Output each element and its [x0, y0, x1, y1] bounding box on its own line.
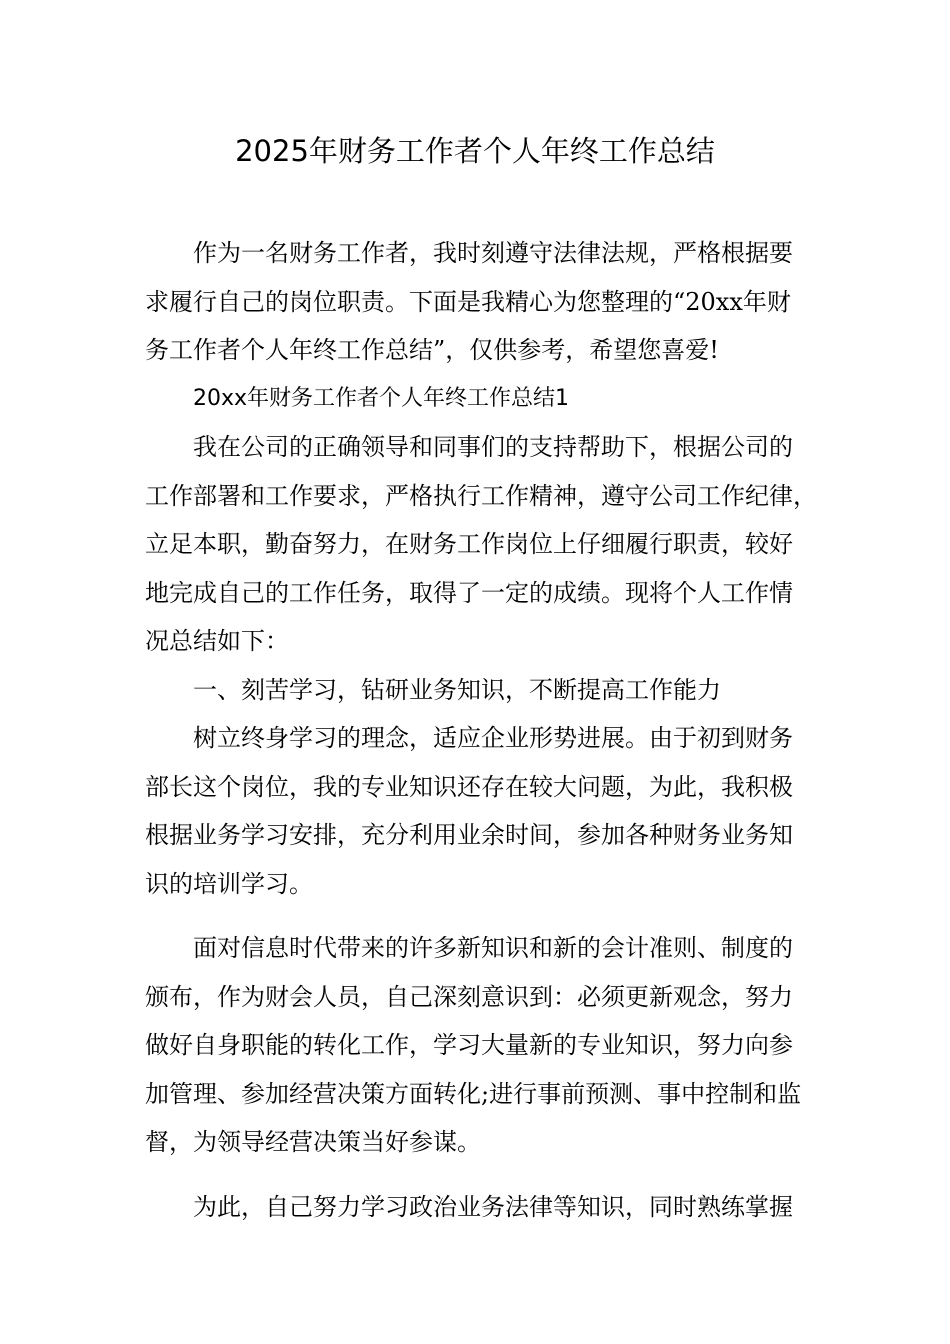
body-line: 根据业务学习安排，充分利用业余时间，参加各种财务业务知: [145, 821, 793, 849]
body-line: 颁布，作为财会人员，自己深刻意识到：必须更新观念，努力: [145, 982, 793, 1011]
body-line: 为此，自己努力学习政治业务法律等知识，同时熟练掌握: [193, 1192, 793, 1221]
body-line: 树立终身学习的理念，适应企业形势进展。由于初到财务: [193, 724, 793, 752]
body-line: 况总结如下：: [145, 627, 289, 655]
body-line: 工作部署和工作要求，严格执行工作精神，遵守公司工作纪律，: [145, 481, 817, 510]
body-line: 面对信息时代带来的许多新知识和新的会计准则、制度的: [193, 934, 793, 962]
subsection-heading: 一、刻苦学习，钻研业务知识，不断提高工作能力: [193, 675, 721, 704]
body-line: 督，为领导经营决策当好参谋。: [145, 1128, 481, 1156]
paragraph-gap: [145, 1167, 813, 1183]
body-line: 加管理、参加经营决策方面转化;进行事前预测、事中控制和监: [145, 1079, 802, 1108]
paragraph-gap: [145, 908, 813, 924]
body-line: 作为一名财务工作者，我时刻遵守法律法规，严格根据要: [193, 239, 793, 267]
document-title: 2025年财务工作者个人年终工作总结: [235, 134, 715, 168]
body-line: 我在公司的正确领导和同事们的支持帮助下，根据公司的: [193, 433, 793, 461]
body-line: 做好自身职能的转化工作，学习大量新的专业知识，努力向参: [145, 1031, 793, 1059]
body-line: 部长这个岗位，我的专业知识还存在较大问题，为此，我积极: [145, 772, 793, 801]
body-line: 识的培训学习。: [145, 869, 313, 898]
body-line: 求履行自己的岗位职责。下面是我精心为您整理的“20xx年财: [145, 287, 791, 316]
body-line: 地完成自己的工作任务，取得了一定的成绩。现将个人工作情: [145, 578, 793, 607]
body-line: 务工作者个人年终工作总结”，仅供参考，希望您喜爱!: [145, 336, 719, 364]
section-heading: 20xx年财务工作者个人年终工作总结1: [193, 385, 570, 411]
body-line: 立足本职，勤奋努力，在财务工作岗位上仔细履行职责，较好: [145, 530, 793, 558]
document-body: [145, 229, 817, 1231]
